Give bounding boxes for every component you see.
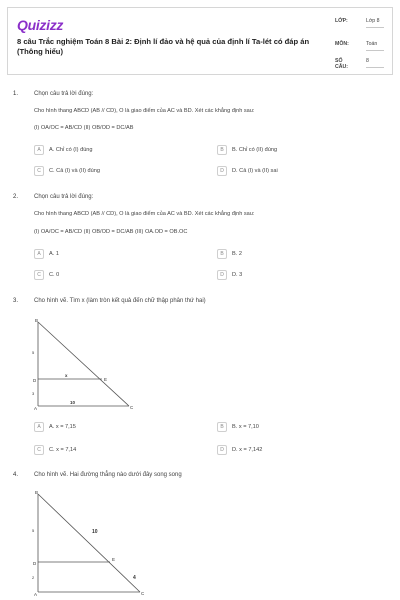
option-letter: A [34,422,44,432]
vertex-label-c: C [141,591,145,596]
answer-option[interactable] [217,445,262,455]
vertex-label-b: B [35,318,39,323]
length-label-be: 10 [92,529,98,535]
quizizz-logo: Quizizz [17,17,64,33]
vertex-label-b: B [35,490,39,495]
option-text: C. x = 7,14 [49,447,77,453]
question-number: 3. [13,298,19,304]
option-letter: C [34,445,44,455]
question-prompt: Chọn câu trả lời đúng: [34,194,94,200]
answer-option[interactable] [34,166,100,176]
option-letter: A [34,145,44,155]
vertex-label-d: D [33,561,37,566]
answer-option[interactable] [34,249,59,259]
triangle-figure [30,488,155,600]
question-statements: (I) OA/OC = AB/CD (II) OB/OD = DC/AB [34,125,134,131]
option-text: D. x = 7,142 [232,447,263,453]
question-number: 1. [13,91,19,97]
subject-label: MÔN: [335,41,349,47]
length-label-ac: 10 [70,400,76,405]
side-bc [38,494,140,592]
option-text: A. x = 7,15 [49,424,76,430]
option-text: D. 3 [232,272,243,278]
option-text: A. 1 [49,251,59,257]
side-bc [38,322,129,406]
answer-option[interactable] [217,270,242,280]
answer-option[interactable] [217,145,277,155]
worksheet-header [7,7,393,75]
option-letter: D [217,445,227,455]
option-letter: B [217,145,227,155]
question-body: Cho hình thang ABCD (AB // CD), O là giao điểm của AC và BD. Xét các khẳng định sau: [34,211,255,217]
question-prompt: Cho hình vẽ. Hai đường thẳng nào dưới đây song song [34,472,182,478]
option-letter: D [217,166,227,176]
length-label-da: 2 [32,575,35,580]
length-label-bd: 5 [32,350,35,355]
subject-value: Toán [366,41,384,51]
option-letter: C [34,270,44,280]
count-value: 8 [366,58,384,68]
option-text: A. Chỉ có (I) đúng [49,147,93,153]
option-text: B. Chỉ có (II) đúng [232,147,278,153]
count-label: SỐ CÂU: [335,58,348,70]
question-prompt: Cho hình vẽ. Tìm x (làm tròn kết quả đến chữ thập phân thứ hai) [34,298,206,304]
question-number: 2. [13,194,19,200]
vertex-label-a: A [34,592,38,597]
answer-option[interactable] [34,270,59,280]
question-body: Cho hình thang ABCD (AB // CD), O là giao điểm của AC và BD. Xét các khẳng định sau: [34,108,255,114]
worksheet-title: 8 câu Trắc nghiệm Toán 8 Bài 2: Định lí đảo và hệ quả của định lí Ta-lét có đáp án (Thông hiểu) [17,37,310,56]
option-text: B. x = 7,10 [232,424,259,430]
length-label-ec: 4 [133,575,136,581]
vertex-label-e: E [104,377,108,382]
option-letter: D [217,270,227,280]
option-text: C. 0 [49,272,60,278]
class-label: LỚP: [335,18,348,24]
question-statements: (I) OA/OC = AB/CD (II) OB/OD = DC/AB (III) OA.OD = OB.OC [34,229,188,235]
vertex-label-e: E [112,557,116,562]
triangle-figure [30,316,140,414]
vertex-label-a: A [34,406,38,411]
answer-option[interactable] [217,422,259,432]
vertex-label-d: D [33,378,37,383]
vertex-label-c: C [130,405,134,410]
answer-option[interactable] [34,145,93,155]
answer-option[interactable] [34,422,76,432]
option-text: D. Cả (I) và (II) sai [232,168,278,174]
option-letter: B [217,422,227,432]
question-prompt: Chọn câu trả lời đúng: [34,91,94,97]
option-letter: C [34,166,44,176]
answer-option[interactable] [217,249,242,259]
answer-option[interactable] [34,445,76,455]
length-label-bd: 5 [32,528,35,533]
option-text: B. 2 [232,251,242,257]
class-value: Lớp 8 [366,18,384,28]
option-letter: B [217,249,227,259]
option-letter: A [34,249,44,259]
question-number: 4. [13,472,19,478]
length-label-de: x [65,373,68,378]
answer-option[interactable] [217,166,278,176]
length-label-da: 3 [32,391,35,396]
option-text: C. Cả (I) và (II) đúng [49,168,100,174]
